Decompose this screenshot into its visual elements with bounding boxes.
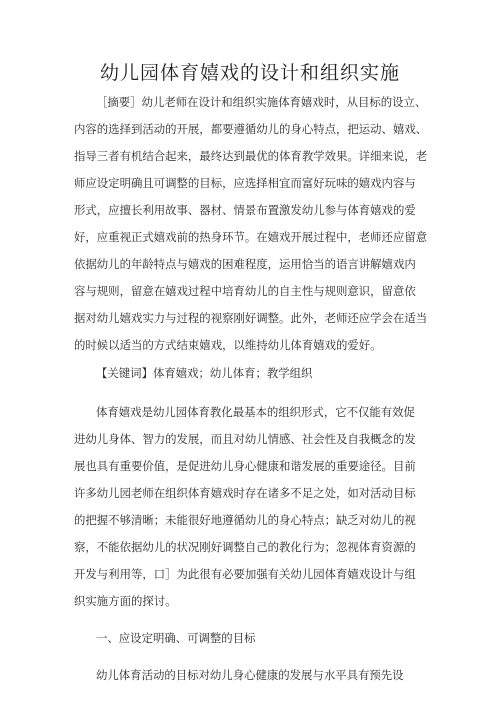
abstract-line: ［摘要］幼儿老师在设计和组织实施体育嬉戏时，从目标的设立、 [96, 95, 427, 109]
intro-line: 的把握不够清晰；未能很好地遵循幼儿的身心特点；缺乏对幼儿的视 [74, 513, 416, 527]
intro-line: 开发与利用等，口］为此很有必要加强有关幼儿园体育嬉戏设计与组 [74, 567, 416, 581]
abstract-line: 好，应重视正式嬉戏前的热身环节。在嬉戏开展过程中，老师还应留意 [74, 230, 428, 244]
section-heading: 一、应设定明确、可调整的目标 [96, 631, 256, 645]
keywords-line: 【关键词】体育嬉戏；幼儿体育；教学组织 [96, 366, 313, 380]
intro-line: 察，不能依据幼儿的状况刚好调整自己的教化行为；忽视体育资源的 [74, 540, 416, 554]
abstract-line: 师应设定明确且可调整的目标，应选择相宜而富好玩味的嬉戏内容与 [74, 176, 416, 190]
abstract-line: 依据幼儿的年龄特点与嬉戏的困难程度，运用恰当的语言讲解嬉戏内 [74, 257, 416, 271]
section-paragraph-line: 幼儿体育活动的目标对幼儿身心健康的发展与水平具有预先设 [96, 668, 404, 682]
intro-line: 许多幼儿园老师在组织体育嬉戏时存在诸多不足之处，如对活动目标 [74, 486, 416, 500]
abstract-line: 据对幼儿嬉戏实力与过程的视察刚好调整。此外，老师还应学会在适当 [74, 311, 428, 325]
abstract-line: 容与规则，留意在嬉戏过程中培育幼儿的自主性与规则意识，留意依 [74, 284, 416, 298]
abstract-line: 的时候以适当的方式结束嬉戏，以维持幼儿体育嬉戏的爱好。 [74, 338, 382, 352]
intro-line: 体育嬉戏是幼儿园体育教化最基本的组织形式，它不仅能有效促 [96, 405, 415, 419]
document-title: 幼儿园体育嬉戏的设计和组织实施 [99, 62, 400, 84]
abstract-line: 形式，应擅长利用故事、器材、情景布置激发幼儿参与体育嬉戏的爱 [74, 203, 416, 217]
abstract-line: 内容的选择到活动的开展，都要遵循幼儿的身心特点，把运动、嬉戏、 [74, 122, 428, 136]
intro-line: 进幼儿身体、智力的发展，而且对幼儿情感、社会性及自我概念的发 [74, 432, 416, 446]
abstract-line: 指导三者有机结合起来，最终达到最优的体育教学效果。详细来说，老 [74, 149, 428, 163]
intro-line: 织实施方面的探讨。 [74, 594, 177, 608]
intro-line: 展也具有重要价值，是促进幼儿身心健康和谐发展的重要途径。目前 [74, 459, 416, 473]
